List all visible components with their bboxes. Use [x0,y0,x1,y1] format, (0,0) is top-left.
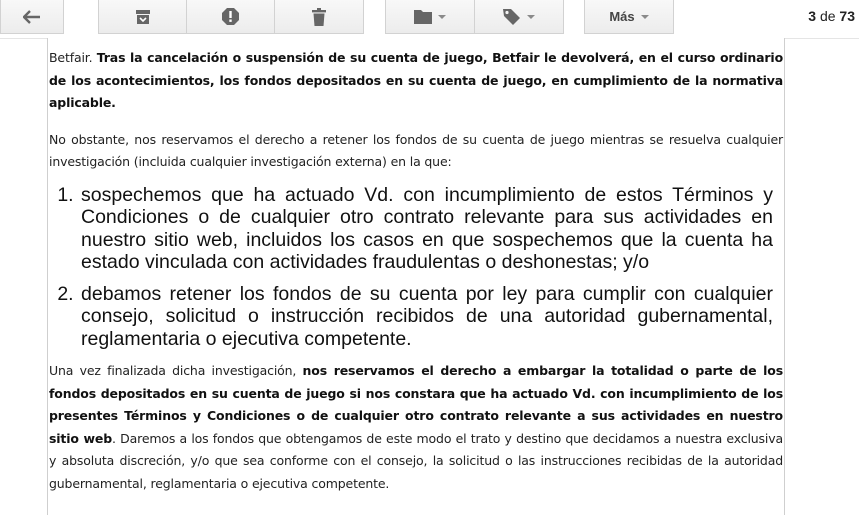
trash-icon [312,8,326,26]
investigation-list [49,184,783,351]
move-to-button[interactable] [385,0,475,34]
paragraph-seizure-tail: . Daremos a los fondos que obtengamos de este modo el trato y destino que decidamos a nuestra exclusiva y absoluta discreción, y/o que sea conforme con el consejo, la solicitud o las instrucciones recibidas de la autoridad gubernamental, reglamentaria o ejecutiva competente. [49,430,783,491]
pager-current: 3 [808,8,817,24]
email-body [47,38,785,515]
paragraph-retention: No obstante, nos reservamos el derecho a retener los fondos de su cuenta de juego mientras se resuelva cualquier investigación (incluida cualquier investigación externa) en la que: [49,131,783,169]
back-button[interactable] [0,0,64,34]
folder-icon [414,9,432,24]
paragraph-seizure [49,360,783,495]
chevron-down-icon [641,15,649,19]
labels-button[interactable] [474,0,564,34]
list-item: 2. debamos retener los fondos de su cuenta por ley para cumplir con cualquier consejo, solicitud o instrucción recibidos de una autoridad gubernamental, reglamentaria o ejecutiva competente. [79,283,773,351]
chevron-down-icon [527,15,535,19]
paragraph-refund [49,47,783,115]
paragraph-seizure-bold: nos reservamos el derecho a embargar la totalidad o parte de los fondos depositados en su cuenta de juego si nos constara que ha actuado Vd. con incumplimiento de los presentes Términos y Condiciones o de cualquier otro contrato relevante a sus actividades en nuestro sitio web [49,363,783,446]
paragraph-refund-bold: Tras la cancelación o suspensión de su cuenta de juego, Betfair le devolverá, en el curso ordinario de los acontecimientos, los fondos depositados en su cuenta de juego, en cumplimiento de la normativa aplicable. [49,50,784,110]
delete-button[interactable] [274,0,364,34]
report-spam-button[interactable] [186,0,275,34]
chevron-down-icon [438,15,446,19]
more-button[interactable] [584,0,674,34]
archive-icon [135,9,151,25]
exclamation-icon [222,8,239,25]
list-item: 1. sospechemos que ha actuado Vd. con incumplimiento de estos Términos y Condiciones o de cualquier otro contrato relevante para sus actividades en nuestro sitio web, incluidos los casos en que sospechemos que la cuenta ha estado vinculada con actividades fraudulentas o deshonestas; y/o [79,184,773,274]
pager [808,8,855,24]
pager-total: 73 [839,8,855,24]
arrow-left-icon [23,10,41,24]
tag-icon [503,9,521,25]
more-label: Más [609,9,635,24]
paragraph-refund-lead: Betfair. [49,50,97,65]
email-toolbar [0,0,859,39]
archive-button[interactable] [98,0,187,34]
paragraph-seizure-lead: Una vez finalizada dicha investigación, [49,363,303,378]
pager-separator: de [819,8,836,24]
